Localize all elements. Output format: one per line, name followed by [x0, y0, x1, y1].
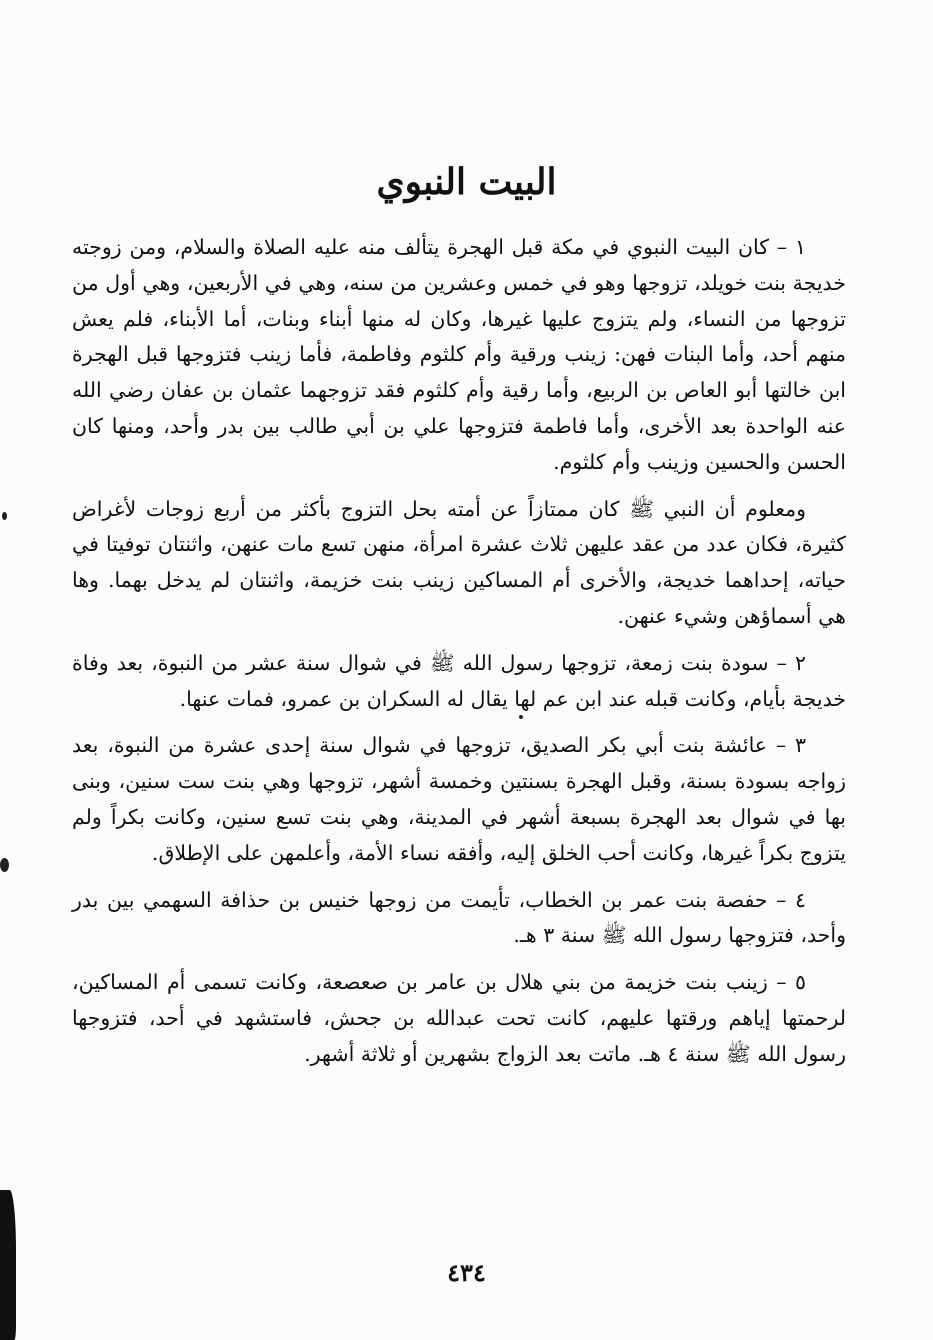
- paragraph-5: ٤ – حفصة بنت عمر بن الخطاب، تأيمت من زوجها خنيس بن حذافة السهمي بين بدر وأحد، فتزوجها رسول الله ﷺ سنة ٣ هـ.: [72, 887, 846, 948]
- paragraph-3: ٢ – سودة بنت زمعة، تزوجها رسول الله ﷺ في شوال سنة عشر من النبوة، بعد وفاة خديجة بأيام، وكانت قبله عند ابن عم لها يقال له السكران بن عمرو، فمات عنها.: [72, 650, 846, 711]
- scan-edge-shadow: [0, 1190, 16, 1340]
- scan-speck: [2, 512, 7, 520]
- scan-speck: [519, 715, 523, 719]
- paragraph-6: ٥ – زينب بنت خزيمة من بني هلال بن عامر بن صعصعة، وكانت تسمى أم المساكين، لرحمتها إياهم ورقتها عليهم، كانت تحت عبدالله بن جحش، فاستشهد في أحد، فتزوجها رسول الله ﷺ سنة ٤ هـ. ماتت بعد الزواج بشهرين أو ثلاثة أشهر.: [72, 970, 846, 1066]
- chapter-title: البيت النبوي: [376, 161, 557, 203]
- scan-speck: [0, 858, 9, 872]
- page-number: ٤٣٤: [447, 1258, 486, 1287]
- paragraph-2: ومعلوم أن النبي ﷺ كان ممتازاً عن أمته بحل التزوج بأكثر من أربع زوجات لأغراض كثيرة، فكان عدد من عقد عليهن ثلاث عشرة امرأة، منهن تسع مات عنهن، واثنتان توفيتا في حياته، إحداهما خديجة، والأخرى أم المساكين زينب بنت خزيمة، واثنتان لم يدخل بهما. وها هي أسماؤهن وشيء عنهن.: [72, 496, 846, 628]
- body-text: [72, 230, 846, 1084]
- paragraph-4: ٣ – عائشة بنت أبي بكر الصديق، تزوجها في شوال سنة إحدى عشرة من النبوة، بعد زواجه بسودة بسنة، وقبل الهجرة بسنتين وخمسة أشهر، تزوجها وهي بنت ست سنين، وبنى بها في شوال بعد الهجرة بسبعة أشهر في المدينة، وهي بنت تسع سنين، وكانت بكراً ولم يتزوج بكراً غيرها، وكانت أحب الخلق إليه، وأفقه نساء الأمة، وأعلمهن على الإطلاق.: [72, 733, 846, 865]
- paragraph-1: ١ – كان البيت النبوي في مكة قبل الهجرة يتألف منه عليه الصلاة والسلام، ومن زوجته خديجة بنت خويلد، تزوجها وهو في خمس وعشرين من سنه، وهي في الأربعين، وهي أول من تزوجها من النساء، ولم يتزوج عليها غيرها، وكان له منها أبناء وبنات، أما الأبناء، فلم يعش منهم أحد، وأما البنات فهن: زينب ورقية وأم كلثوم وفاطمة، فأما زينب فتزوجها قبل الهجرة ابن خالتها أبو العاص بن الربيع، وأما رقية وأم كلثوم فقد تزوجهما عثمان بن عفان رضي الله عنه الواحدة بعد الأخرى، وأما فاطمة فتزوجها علي بن أبي طالب بين بدر وأحد، ومنها كان الحسن والحسين وزينب وأم كلثوم.: [72, 235, 846, 474]
